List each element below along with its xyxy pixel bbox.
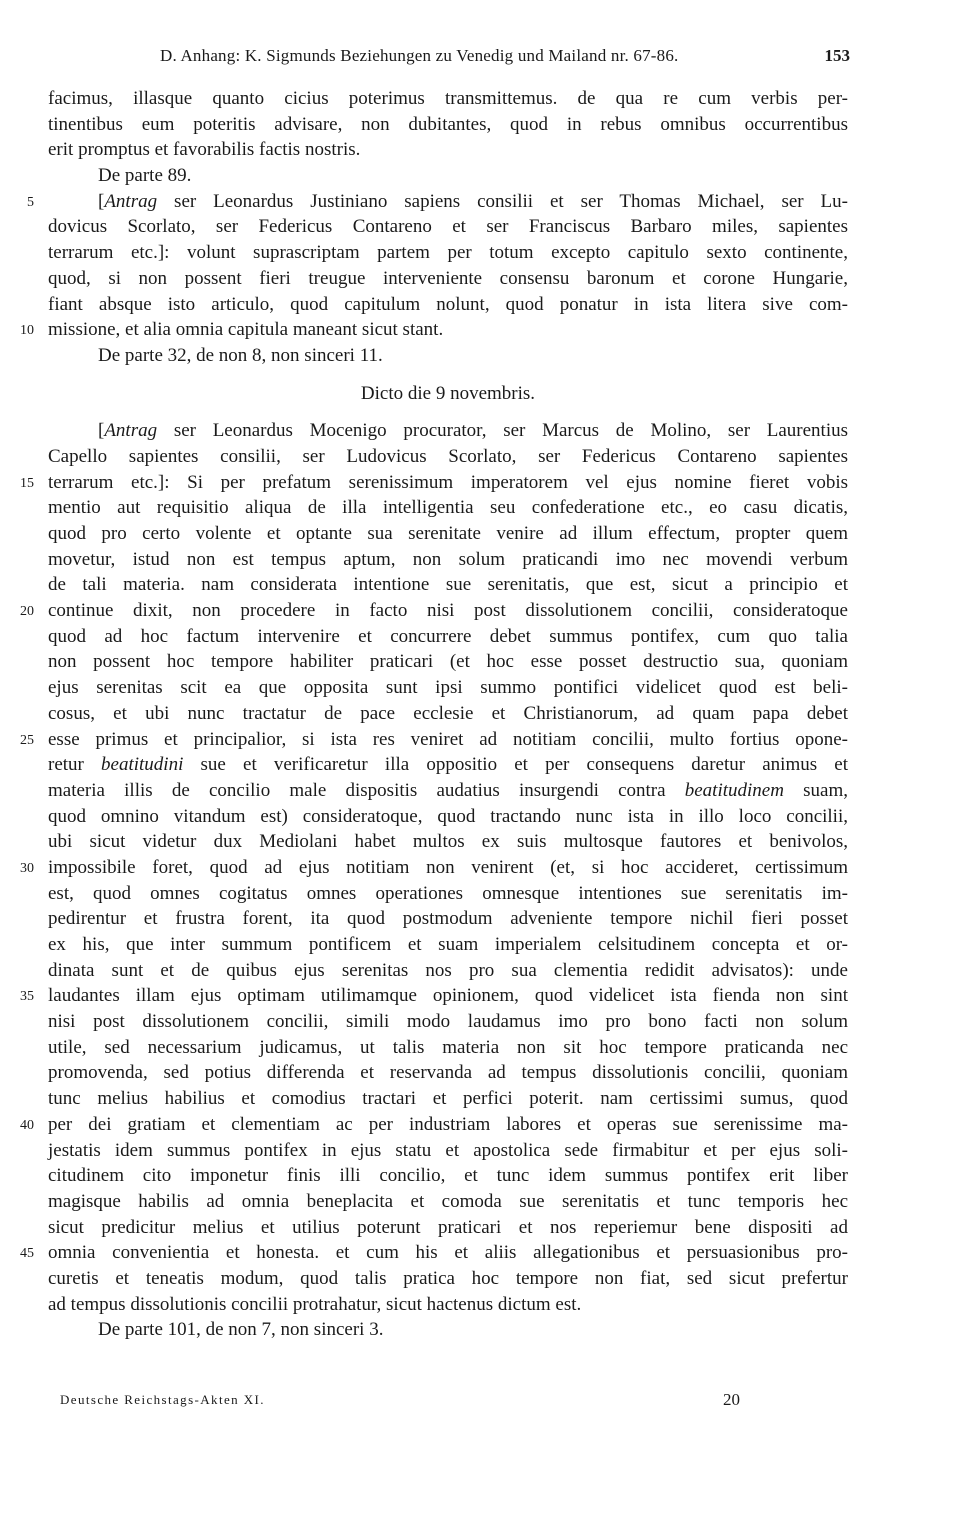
line-body: pedirentur et frustra forent, ita quod postmodum adveniente tempore nichil fieri posset bbox=[48, 908, 848, 930]
line-text bbox=[48, 804, 848, 830]
italic-term: Antrag bbox=[104, 420, 158, 442]
text-line bbox=[20, 470, 848, 496]
line-text bbox=[48, 624, 848, 650]
line-prefix: [ bbox=[98, 420, 105, 442]
line-text bbox=[48, 521, 848, 547]
line-text bbox=[48, 444, 848, 470]
text-line bbox=[40, 804, 848, 830]
text-line bbox=[40, 1189, 848, 1215]
text-line bbox=[40, 343, 848, 369]
text-line bbox=[40, 1009, 848, 1035]
line-body: quod pro certo volente et optante sua serenitate venire ad illum effectum, propter quem bbox=[48, 523, 848, 544]
text-line bbox=[40, 1292, 848, 1318]
page-footer bbox=[60, 1390, 740, 1414]
text-line bbox=[40, 752, 848, 778]
line-number: 20 bbox=[20, 604, 34, 620]
line-body: Dicto die 9 novembris. bbox=[360, 382, 536, 404]
text-line bbox=[40, 1086, 848, 1112]
line-number: 40 bbox=[20, 1117, 34, 1133]
line-text bbox=[48, 1292, 848, 1318]
text-line bbox=[40, 1035, 848, 1061]
line-text bbox=[48, 855, 848, 881]
line-number: 45 bbox=[20, 1246, 34, 1262]
line-body: Capello sapientes consilii, ser Ludovicus Scorlato, ser Federicus Contareno sapientes bbox=[48, 445, 848, 467]
line-text bbox=[48, 829, 848, 855]
line-text bbox=[48, 1215, 848, 1241]
line-body: ejus serenitas scit ea que opposita sunt ipsi summo pontifici videlicet quod est beli- bbox=[48, 677, 848, 699]
text-line bbox=[20, 855, 848, 881]
line-body: missione, et alia omnia capitula maneant sicut stant. bbox=[48, 319, 444, 341]
line-text bbox=[48, 1060, 848, 1086]
text-line bbox=[40, 266, 848, 292]
line-text bbox=[48, 1240, 848, 1266]
line-body: tinentibus eum poteritis advisare, non dubitantes, quod in rebus omnibus occurrentibus bbox=[48, 113, 848, 135]
line-body: quod, si non possent fieri treugue interveniente consensu baronum et corone Hungarie, bbox=[48, 267, 848, 289]
line-text bbox=[48, 189, 848, 215]
text-line bbox=[20, 317, 848, 343]
line-body: citudinem cito imponetur finis illi concilio, et tunc idem summus pontifex erit liber bbox=[48, 1165, 848, 1187]
line-body: magisque habilis ad omnia beneplacita et comoda sue serenitatis et tunc temporis hec bbox=[48, 1190, 848, 1212]
line-body: jestatis idem summus pontifex in ejus statu et apostolica sede firmabitur et per ejus soli- bbox=[48, 1139, 848, 1161]
line-body: nisi post dissolutionem concilii, simili modo laudamus imo pro bono facti non solum bbox=[48, 1011, 848, 1033]
line-text bbox=[48, 1317, 848, 1343]
text-line bbox=[40, 86, 848, 112]
text-line bbox=[20, 1112, 848, 1138]
text-line bbox=[40, 1317, 848, 1343]
line-text bbox=[48, 572, 848, 598]
line-number: 5 bbox=[27, 194, 34, 210]
text-line bbox=[40, 495, 848, 521]
text-line bbox=[40, 137, 848, 163]
line-text bbox=[48, 727, 848, 753]
line-text bbox=[48, 292, 848, 318]
text-line bbox=[20, 727, 848, 753]
text-line bbox=[40, 906, 848, 932]
italic-term: beatitudinem bbox=[684, 779, 784, 801]
line-text bbox=[48, 240, 848, 266]
line-prefix: materia illis de concilio male dispositis audatius insurgendi contra bbox=[48, 779, 685, 801]
line-text bbox=[48, 86, 848, 112]
line-body: ser Leonardus Justiniano sapiens consilii et ser Thomas Michael, ser Lu- bbox=[157, 190, 848, 212]
line-text bbox=[48, 381, 848, 407]
page-number: 153 bbox=[824, 46, 850, 65]
line-text bbox=[48, 932, 848, 958]
text-line bbox=[20, 598, 848, 624]
line-body: per dei gratiam et clementiam ac per industriam labores et operas sue serenissime ma- bbox=[48, 1113, 848, 1135]
line-text bbox=[48, 1138, 848, 1164]
line-text bbox=[48, 778, 848, 804]
text-line bbox=[40, 521, 848, 547]
line-text bbox=[48, 214, 848, 240]
text-line bbox=[40, 381, 848, 407]
line-body: ad tempus dissolutionis concilii protrahatur, sicut hactenus dictum est. bbox=[48, 1293, 582, 1315]
line-text bbox=[48, 163, 848, 189]
line-body: De parte 32, de non 8, non sinceri 11. bbox=[98, 344, 383, 366]
line-text bbox=[48, 137, 848, 163]
text-line bbox=[40, 444, 848, 470]
running-title: D. Anhang: K. Sigmunds Beziehungen zu Venedig und Mailand nr. 67-86. bbox=[160, 46, 679, 65]
line-prefix: retur bbox=[48, 754, 102, 776]
text-line bbox=[40, 112, 848, 138]
text-line bbox=[40, 675, 848, 701]
line-text bbox=[48, 1009, 848, 1035]
text-line bbox=[40, 624, 848, 650]
text-line bbox=[40, 958, 848, 984]
line-body: tunc melius habilius et comodius tractari et perfici poterit. nam certissimi sumus, quod bbox=[48, 1088, 848, 1110]
text-line bbox=[40, 572, 848, 598]
line-body: terrarum etc.]: volunt suprascriptam partem per totum excepto capitulo sexto continente, bbox=[48, 242, 848, 264]
text-line bbox=[40, 214, 848, 240]
line-number: 15 bbox=[20, 475, 34, 491]
line-text bbox=[48, 470, 848, 496]
line-number: 25 bbox=[20, 732, 34, 748]
line-body: ubi sicut videtur dux Mediolani habet multos ex suis multosque fautores et benivolos, bbox=[48, 831, 848, 853]
line-body: ser Leonardus Mocenigo procurator, ser Marcus de Molino, ser Laurentius bbox=[157, 420, 848, 442]
line-text bbox=[48, 317, 848, 343]
series-title: Deutsche Reichstags-Akten XI. bbox=[60, 1392, 265, 1407]
line-body: utile, sed necessarium judicamus, ut talis materia non sit hoc tempore praticanda nec bbox=[48, 1036, 848, 1058]
line-text bbox=[48, 418, 848, 444]
line-text bbox=[48, 495, 848, 521]
line-text bbox=[48, 343, 848, 369]
line-body: facimus, illasque quanto cicius poterimus transmittemus. de qua re cum verbis per- bbox=[48, 88, 848, 109]
line-text bbox=[48, 983, 848, 1009]
line-text bbox=[48, 1266, 848, 1292]
text-line bbox=[40, 1266, 848, 1292]
line-body: quod ad hoc factum intervenire et concurrere debet summus pontifex, cum quo talia bbox=[48, 625, 848, 647]
line-text bbox=[48, 1163, 848, 1189]
sheet-number: 20 bbox=[723, 1390, 740, 1409]
line-text bbox=[48, 752, 848, 778]
line-text bbox=[48, 675, 848, 701]
text-line bbox=[40, 547, 848, 573]
line-body: promovenda, sed potius differenda et reservanda ad tempus dissolutionis concilii, quoniam bbox=[48, 1062, 848, 1084]
text-line bbox=[20, 983, 848, 1009]
line-body: non possent hoc tempore habiliter praticari (et hoc esse posset destructio sua, quoniam bbox=[48, 651, 848, 673]
line-text bbox=[48, 1086, 848, 1112]
line-text bbox=[48, 547, 848, 573]
text-line bbox=[40, 649, 848, 675]
line-text bbox=[48, 112, 848, 138]
line-text bbox=[48, 881, 848, 907]
line-body: quod omnino vitandum est) consideratoque, quod tractando nunc ista in illo loco concilii, bbox=[48, 805, 848, 827]
line-text bbox=[48, 906, 848, 932]
line-body: sue et verificaretur illa oppositio et per consequens daretur animus et bbox=[183, 754, 848, 776]
line-body: De parte 101, de non 7, non sinceri 3. bbox=[98, 1319, 384, 1341]
text-line bbox=[27, 189, 848, 215]
text-line bbox=[40, 1163, 848, 1189]
line-number: 30 bbox=[20, 860, 34, 876]
line-body: omnia convenientia et honesta. et cum his et aliis allegationibus et persuasionibus pro- bbox=[48, 1242, 848, 1264]
text-line bbox=[40, 1138, 848, 1164]
line-body: ex his, que inter summum pontificem et suam imperialem celsitudinem concepta et or- bbox=[48, 934, 848, 955]
line-text bbox=[48, 1035, 848, 1061]
line-body: erit promptus et favorabilis factis nostris. bbox=[48, 139, 361, 161]
text-line bbox=[40, 240, 848, 266]
line-text bbox=[48, 266, 848, 292]
line-body: laudantes illam ejus optimam utilimamque opinionem, quod videlicet ista fienda non sint bbox=[48, 985, 848, 1007]
text-line bbox=[40, 1215, 848, 1241]
line-number: 10 bbox=[20, 323, 34, 339]
line-body: De parte 89. bbox=[98, 165, 192, 187]
line-body: continue dixit, non procedere in facto nisi post dissolutionem concilii, consideratoque bbox=[48, 600, 848, 622]
line-prefix: [ bbox=[98, 190, 105, 212]
line-number: 35 bbox=[20, 989, 34, 1005]
line-body: curetis et teneatis modum, quod talis pratica hoc tempore non fiat, sed sicut prefertur bbox=[48, 1267, 848, 1289]
italic-term: Antrag bbox=[104, 190, 158, 212]
line-body: dinata sunt et de quibus ejus serenitas nos pro sua clementia redidit advisatos): unde bbox=[48, 959, 848, 981]
line-text bbox=[48, 1112, 848, 1138]
line-text bbox=[48, 701, 848, 727]
line-body: terrarum etc.]: Si per prefatum serenissimum imperatorem vel ejus nomine fieret vobis bbox=[48, 471, 848, 493]
line-body: cosus, et ubi nunc tractatur de pace ecclesie et Christianorum, ad quam papa debet bbox=[48, 702, 848, 724]
line-body: fiant absque isto articulo, quod capitulum nolunt, quod ponatur in ista litera sive com- bbox=[48, 293, 848, 315]
text-line bbox=[40, 701, 848, 727]
text-line bbox=[40, 778, 848, 804]
body-text bbox=[20, 86, 848, 1343]
line-text bbox=[48, 598, 848, 624]
text-line bbox=[40, 418, 848, 444]
line-body: est, quod omnes cogitatus omnes operationes omnesque intentiones sue serenitatis im- bbox=[48, 882, 848, 904]
line-text bbox=[48, 649, 848, 675]
italic-term: beatitudini bbox=[101, 754, 184, 776]
line-body: impossibile foret, quod ad ejus notitiam non venirent (et, si hoc accideret, certissimum bbox=[48, 856, 848, 878]
line-body: sicut predicitur melius et utilius poterunt praticari et nos reperiemur bene dispositi ad bbox=[48, 1216, 848, 1238]
text-line bbox=[40, 163, 848, 189]
line-body: mentio aut requisitio aliqua de illa intelligentia seu confederatione etc., eo casu dicatis, bbox=[48, 497, 848, 519]
line-body: movetur, istud non est tempus aptum, non solum praticandi imo nec movendi verbum bbox=[48, 548, 848, 570]
line-text bbox=[48, 1189, 848, 1215]
text-line bbox=[40, 881, 848, 907]
page-header bbox=[160, 46, 850, 72]
text-line bbox=[40, 1060, 848, 1086]
line-text bbox=[48, 958, 848, 984]
line-body: dovicus Scorlato, ser Federicus Contareno et ser Franciscus Barbaro miles, sapientes bbox=[48, 216, 848, 238]
text-line bbox=[40, 932, 848, 958]
line-body: esse primus et principalior, si ista res veniret ad notitiam concilii, multo fortius opone- bbox=[48, 728, 848, 750]
line-body: de tali materia. nam considerata intentione sue serenitatis, que est, sicut a principio et bbox=[48, 574, 848, 596]
text-line bbox=[40, 829, 848, 855]
text-line bbox=[20, 1240, 848, 1266]
text-line bbox=[40, 292, 848, 318]
line-body: suam, bbox=[783, 779, 848, 801]
